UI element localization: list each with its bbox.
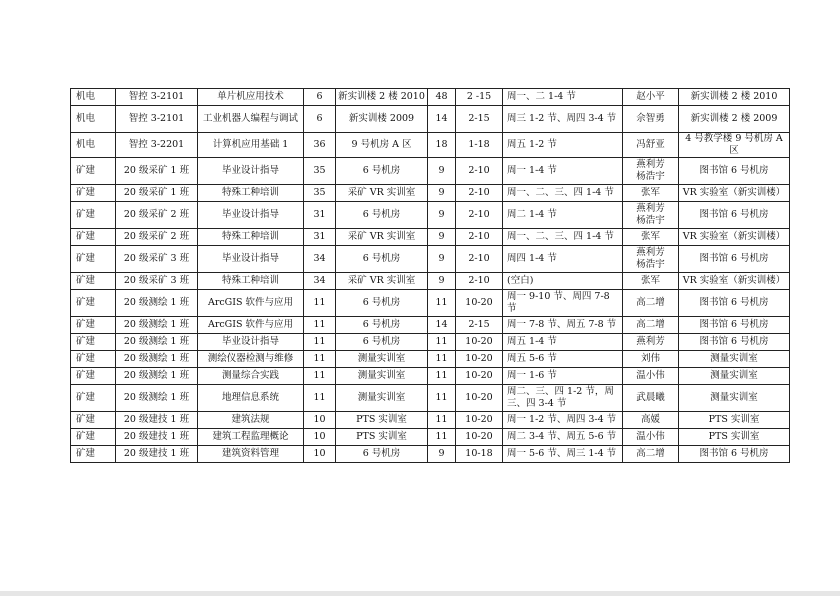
room-cell: 测量实训室 — [679, 351, 790, 368]
venue-cell: PTS 实训室 — [336, 429, 428, 446]
department-cell: 矿建 — [71, 158, 116, 185]
table-row — [71, 385, 790, 412]
schedule-time-cell: 周一 1-2 节、周四 3-4 节 — [503, 412, 623, 429]
teacher-cell: 赵小平 — [623, 89, 679, 106]
course-cell: 毕业设计指导 — [198, 334, 304, 351]
department-cell: 矿建 — [71, 412, 116, 429]
class-cell: 20 级采矿 3 班 — [116, 273, 198, 290]
venue-cell: 新实训楼 2009 — [336, 106, 428, 133]
schedule-time-cell: 周一 5-6 节、周三 1-4 节 — [503, 446, 623, 463]
department-cell: 矿建 — [71, 202, 116, 229]
teacher-cell: 燕利芳 — [623, 334, 679, 351]
schedule-time-cell: 周一、二、三、四 1-4 节 — [503, 185, 623, 202]
course-cell: 毕业设计指导 — [198, 158, 304, 185]
room-cell: VR 实验室（新实训楼） — [679, 185, 790, 202]
class-cell: 20 级测绘 1 班 — [116, 368, 198, 385]
class-cell: 20 级采矿 1 班 — [116, 158, 198, 185]
class-cell: 智控 3-2101 — [116, 106, 198, 133]
course-cell: 单片机应用技术 — [198, 89, 304, 106]
weeks-cell: 10-20 — [456, 412, 503, 429]
course-cell: 毕业设计指导 — [198, 246, 304, 273]
class-cell: 20 级采矿 1 班 — [116, 185, 198, 202]
student-count-cell: 10 — [304, 412, 336, 429]
venue-cell: 6 号机房 — [336, 202, 428, 229]
student-count-cell: 11 — [304, 385, 336, 412]
weeks-cell: 2-10 — [456, 158, 503, 185]
schedule-time-cell: (空白) — [503, 273, 623, 290]
hours-cell: 11 — [428, 385, 456, 412]
table-row — [71, 202, 790, 229]
venue-cell: 6 号机房 — [336, 290, 428, 317]
weeks-cell: 10-20 — [456, 368, 503, 385]
student-count-cell: 10 — [304, 446, 336, 463]
hours-cell: 9 — [428, 158, 456, 185]
department-cell: 矿建 — [71, 185, 116, 202]
schedule-time-cell: 周一 1-6 节 — [503, 368, 623, 385]
teacher-cell: 高媛 — [623, 412, 679, 429]
student-count-cell: 35 — [304, 185, 336, 202]
weeks-cell: 10-20 — [456, 351, 503, 368]
table-row — [71, 412, 790, 429]
teacher-cell: 温小伟 — [623, 429, 679, 446]
weeks-cell: 10-18 — [456, 446, 503, 463]
hours-cell: 9 — [428, 202, 456, 229]
weeks-cell: 2-10 — [456, 185, 503, 202]
student-count-cell: 31 — [304, 229, 336, 246]
hours-cell: 9 — [428, 185, 456, 202]
student-count-cell: 34 — [304, 246, 336, 273]
department-cell: 机电 — [71, 133, 116, 158]
venue-cell: 9 号机房 A 区 — [336, 133, 428, 158]
hours-cell: 11 — [428, 334, 456, 351]
weeks-cell: 2-10 — [456, 229, 503, 246]
room-cell: 图书馆 6 号机房 — [679, 158, 790, 185]
course-cell: 建筑法规 — [198, 412, 304, 429]
teacher-cell: 燕利芳 杨浩宇 — [623, 246, 679, 273]
student-count-cell: 10 — [304, 429, 336, 446]
schedule-time-cell: 周一、二 1-4 节 — [503, 89, 623, 106]
table-row — [71, 317, 790, 334]
student-count-cell: 11 — [304, 334, 336, 351]
venue-cell: PTS 实训室 — [336, 412, 428, 429]
schedule-time-cell: 周五 1-4 节 — [503, 334, 623, 351]
weeks-cell: 2-15 — [456, 106, 503, 133]
department-cell: 机电 — [71, 89, 116, 106]
teacher-cell: 张军 — [623, 229, 679, 246]
table-row — [71, 334, 790, 351]
department-cell: 矿建 — [71, 429, 116, 446]
course-cell: 特殊工种培训 — [198, 273, 304, 290]
class-cell: 20 级测绘 1 班 — [116, 317, 198, 334]
venue-cell: 测量实训室 — [336, 385, 428, 412]
table-row — [71, 89, 790, 106]
class-cell: 20 级采矿 2 班 — [116, 229, 198, 246]
student-count-cell: 6 — [304, 106, 336, 133]
room-cell: 新实训楼 2 楼 2009 — [679, 106, 790, 133]
weeks-cell: 2-10 — [456, 202, 503, 229]
venue-cell: 采矿 VR 实训室 — [336, 229, 428, 246]
venue-cell: 6 号机房 — [336, 246, 428, 273]
hours-cell: 11 — [428, 368, 456, 385]
class-cell: 20 级测绘 1 班 — [116, 351, 198, 368]
venue-cell: 6 号机房 — [336, 334, 428, 351]
room-cell: 图书馆 6 号机房 — [679, 334, 790, 351]
room-cell: 图书馆 6 号机房 — [679, 246, 790, 273]
hours-cell: 9 — [428, 446, 456, 463]
hours-cell: 11 — [428, 351, 456, 368]
teacher-cell: 高二增 — [623, 290, 679, 317]
department-cell: 矿建 — [71, 351, 116, 368]
weeks-cell: 10-20 — [456, 334, 503, 351]
table-row — [71, 351, 790, 368]
table-row — [71, 185, 790, 202]
teacher-cell: 高二增 — [623, 317, 679, 334]
class-cell: 智控 3-2101 — [116, 89, 198, 106]
course-cell: 测绘仪器检测与维修 — [198, 351, 304, 368]
table-row — [71, 446, 790, 463]
class-cell: 20 级建技 1 班 — [116, 429, 198, 446]
department-cell: 矿建 — [71, 229, 116, 246]
table-row — [71, 158, 790, 185]
class-cell: 20 级采矿 2 班 — [116, 202, 198, 229]
student-count-cell: 11 — [304, 351, 336, 368]
table-row — [71, 290, 790, 317]
page-bottom-band — [0, 591, 840, 596]
course-cell: 工业机器人编程与调试 — [198, 106, 304, 133]
table-row — [71, 368, 790, 385]
hours-cell: 48 — [428, 89, 456, 106]
room-cell: 图书馆 6 号机房 — [679, 290, 790, 317]
room-cell: 4 号教学楼 9 号机房 A 区 — [679, 133, 790, 158]
schedule-time-cell: 周二 3-4 节、周五 5-6 节 — [503, 429, 623, 446]
student-count-cell: 36 — [304, 133, 336, 158]
schedule-time-cell: 周二 1-4 节 — [503, 202, 623, 229]
room-cell: PTS 实训室 — [679, 412, 790, 429]
hours-cell: 14 — [428, 317, 456, 334]
teacher-cell: 张军 — [623, 185, 679, 202]
teacher-cell: 冯舒亚 — [623, 133, 679, 158]
course-cell: 建筑资料管理 — [198, 446, 304, 463]
table-row — [71, 133, 790, 158]
schedule-time-cell: 周三 1-2 节、周四 3-4 节 — [503, 106, 623, 133]
room-cell: PTS 实训室 — [679, 429, 790, 446]
course-cell: 建筑工程监理概论 — [198, 429, 304, 446]
weeks-cell: 2 -15 — [456, 89, 503, 106]
teacher-cell: 高二增 — [623, 446, 679, 463]
schedule-table — [70, 88, 790, 463]
department-cell: 矿建 — [71, 246, 116, 273]
hours-cell: 11 — [428, 290, 456, 317]
course-cell: 计算机应用基础 1 — [198, 133, 304, 158]
hours-cell: 9 — [428, 246, 456, 273]
venue-cell: 测量实训室 — [336, 351, 428, 368]
course-cell: 测量综合实践 — [198, 368, 304, 385]
schedule-time-cell: 周五 1-2 节 — [503, 133, 623, 158]
course-cell: 特殊工种培训 — [198, 229, 304, 246]
schedule-time-cell: 周一、二、三、四 1-4 节 — [503, 229, 623, 246]
teacher-cell: 刘伟 — [623, 351, 679, 368]
venue-cell: 新实训楼 2 楼 2010 — [336, 89, 428, 106]
student-count-cell: 11 — [304, 317, 336, 334]
schedule-time-cell: 周五 5-6 节 — [503, 351, 623, 368]
hours-cell: 9 — [428, 273, 456, 290]
hours-cell: 9 — [428, 229, 456, 246]
student-count-cell: 31 — [304, 202, 336, 229]
student-count-cell: 6 — [304, 89, 336, 106]
teacher-cell: 燕利芳 杨浩宇 — [623, 202, 679, 229]
course-cell: 地理信息系统 — [198, 385, 304, 412]
teacher-cell: 佘智勇 — [623, 106, 679, 133]
schedule-time-cell: 周一 1-4 节 — [503, 158, 623, 185]
department-cell: 机电 — [71, 106, 116, 133]
teacher-cell: 张军 — [623, 273, 679, 290]
hours-cell: 11 — [428, 412, 456, 429]
hours-cell: 14 — [428, 106, 456, 133]
room-cell: 测量实训室 — [679, 385, 790, 412]
weeks-cell: 2-15 — [456, 317, 503, 334]
schedule-time-cell: 周二、三、四 1-2 节，周三、四 3-4 节 — [503, 385, 623, 412]
class-cell: 20 级测绘 1 班 — [116, 385, 198, 412]
class-cell: 20 级测绘 1 班 — [116, 334, 198, 351]
room-cell: 图书馆 6 号机房 — [679, 446, 790, 463]
table-row — [71, 246, 790, 273]
schedule-time-cell: 周一 7-8 节、周五 7-8 节 — [503, 317, 623, 334]
weeks-cell: 2-10 — [456, 273, 503, 290]
table-row — [71, 429, 790, 446]
weeks-cell: 1-18 — [456, 133, 503, 158]
student-count-cell: 11 — [304, 290, 336, 317]
class-cell: 智控 3-2201 — [116, 133, 198, 158]
department-cell: 矿建 — [71, 334, 116, 351]
course-cell: ArcGIS 软件与应用 — [198, 290, 304, 317]
weeks-cell: 10-20 — [456, 429, 503, 446]
room-cell: VR 实验室（新实训楼） — [679, 229, 790, 246]
teacher-cell: 温小伟 — [623, 368, 679, 385]
course-cell: 特殊工种培训 — [198, 185, 304, 202]
room-cell: 新实训楼 2 楼 2010 — [679, 89, 790, 106]
venue-cell: 采矿 VR 实训室 — [336, 185, 428, 202]
venue-cell: 6 号机房 — [336, 158, 428, 185]
table-row — [71, 229, 790, 246]
department-cell: 矿建 — [71, 317, 116, 334]
class-cell: 20 级采矿 3 班 — [116, 246, 198, 273]
teacher-cell: 武晨曦 — [623, 385, 679, 412]
weeks-cell: 10-20 — [456, 385, 503, 412]
table-row — [71, 273, 790, 290]
venue-cell: 6 号机房 — [336, 317, 428, 334]
hours-cell: 18 — [428, 133, 456, 158]
venue-cell: 采矿 VR 实训室 — [336, 273, 428, 290]
course-cell: 毕业设计指导 — [198, 202, 304, 229]
weeks-cell: 2-10 — [456, 246, 503, 273]
student-count-cell: 35 — [304, 158, 336, 185]
room-cell: 图书馆 6 号机房 — [679, 202, 790, 229]
schedule-time-cell: 周四 1-4 节 — [503, 246, 623, 273]
weeks-cell: 10-20 — [456, 290, 503, 317]
venue-cell: 测量实训室 — [336, 368, 428, 385]
schedule-time-cell: 周一 9-10 节、周四 7-8 节 — [503, 290, 623, 317]
student-count-cell: 34 — [304, 273, 336, 290]
room-cell: 图书馆 6 号机房 — [679, 317, 790, 334]
student-count-cell: 11 — [304, 368, 336, 385]
department-cell: 矿建 — [71, 290, 116, 317]
class-cell: 20 级测绘 1 班 — [116, 290, 198, 317]
class-cell: 20 级建技 1 班 — [116, 446, 198, 463]
hours-cell: 11 — [428, 429, 456, 446]
department-cell: 矿建 — [71, 446, 116, 463]
room-cell: 测量实训室 — [679, 368, 790, 385]
department-cell: 矿建 — [71, 385, 116, 412]
department-cell: 矿建 — [71, 273, 116, 290]
department-cell: 矿建 — [71, 368, 116, 385]
course-cell: ArcGIS 软件与应用 — [198, 317, 304, 334]
room-cell: VR 实验室（新实训楼） — [679, 273, 790, 290]
class-cell: 20 级建技 1 班 — [116, 412, 198, 429]
table-row — [71, 106, 790, 133]
teacher-cell: 燕利芳 杨浩宇 — [623, 158, 679, 185]
venue-cell: 6 号机房 — [336, 446, 428, 463]
